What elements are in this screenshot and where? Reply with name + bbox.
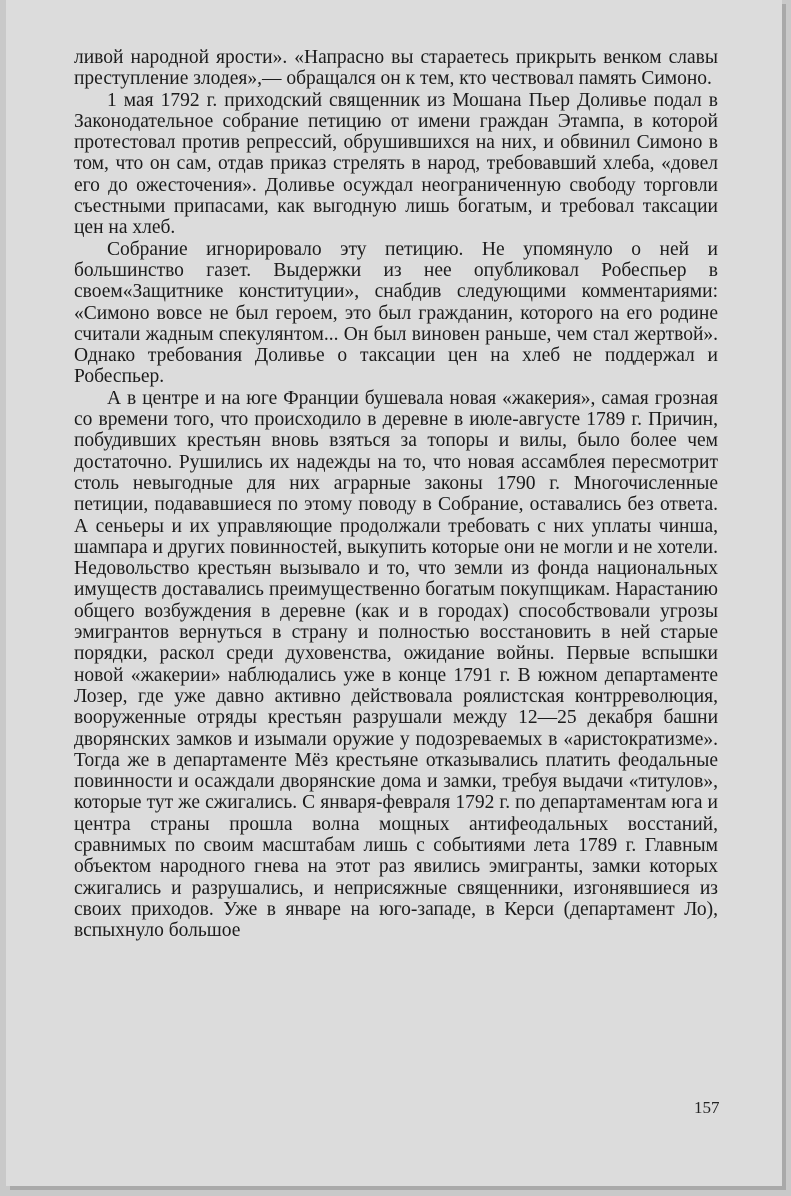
- body-text: [74, 47, 718, 941]
- paragraph: А в центре и на юге Франции бушевала новая «жакерия», самая грозная со времени того, что происходило в деревне в июле-августе 1789 г. Причин, побудивших крестьян вновь взяться за топоры и вилы, было более чем достаточно. Рушились их надежды на то, что новая ассамблея пересмотрит столь невыгодные для них аграрные законы 1790 г. Многочисленные петиции, подававшиеся по этому поводу в Собрание, оставались без ответа. А сеньеры и их управляющие продолжали требовать с них уплаты чинша, шампара и других повинностей, выкупить которые они не могли и не хотели. Недовольство крестьян вызывало и то, что земли из фонда национальных имуществ доставались преимущественно богатым покупщикам. Нарастанию общего возбуждения в деревне (как и в городах) способствовали угрозы эмигрантов вернуться в страну и полностью восстановить в ней старые порядки, раскол среди духовенства, ожидание войны. Первые вспышки новой «жакерии» наблюдались уже в конце 1791 г. В южном департаменте Лозер, где уже давно активно действовала роялистская контрреволюция, вооруженные отряды крестьян разрушали между 12—25 декабря башни дворянских замков и изымали оружие у подозреваемых в «аристократизме». Тогда же в департаменте Мёз крестьяне отказывались платить феодальные повинности и осаждали дворянские дома и замки, требуя выдачи «титулов», которые тут же сжигались. С января-февраля 1792 г. по департаментам юга и центра страны прошла волна мощных антифеодальных восстаний, сравнимых по своим масштабам лишь с событиями лета 1789 г. Главным объектом народного гнева на этот раз явились эмигранты, замки которых сжигались и разрушались, и неприсяжные священники, изгонявшиеся из своих приходов. Уже в январе на юго-западе, в Керси (департамент Ло), вспыхнуло большое: [74, 387, 718, 942]
- book-page: [6, 0, 782, 1186]
- paragraph: 1 мая 1792 г. приходский священник из Мошана Пьер Доливье подал в Законодательное собрание петицию от имени граждан Этампа, в которой протестовал против репрессий, обрушившихся на них, и обвинил Симоно в том, что он сам, отдав приказ стрелять в народ, требовавший хлеба, «довел его до ожесточения». Доливье осуждал неограниченную свободу торговли съестными припасами, как выгодную лишь богатым, и требовал таксации цен на хлеб.: [74, 89, 718, 239]
- paragraph: Собрание игнорировало эту петицию. Не упомянуло о ней и большинство газет. Выдержки из нее опубликовал Робеспьер в своем«Защитнике конституции», снабдив следующими комментариями: «Симоно вовсе не был героем, это был гражданин, которого на его родине считали жадным спекулянтом... Он был виновен раньше, чем стал жертвой». Однако требования Доливье о таксации цен на хлеб не поддержал и Робеспьер.: [74, 238, 718, 388]
- page-number: 157: [694, 1098, 720, 1117]
- paragraph-continuation: ливой народной ярости». «Напрасно вы стараетесь прикрыть венком славы преступление злодея»,— обращался он к тем, кто чествовал память Симоно.: [74, 47, 718, 90]
